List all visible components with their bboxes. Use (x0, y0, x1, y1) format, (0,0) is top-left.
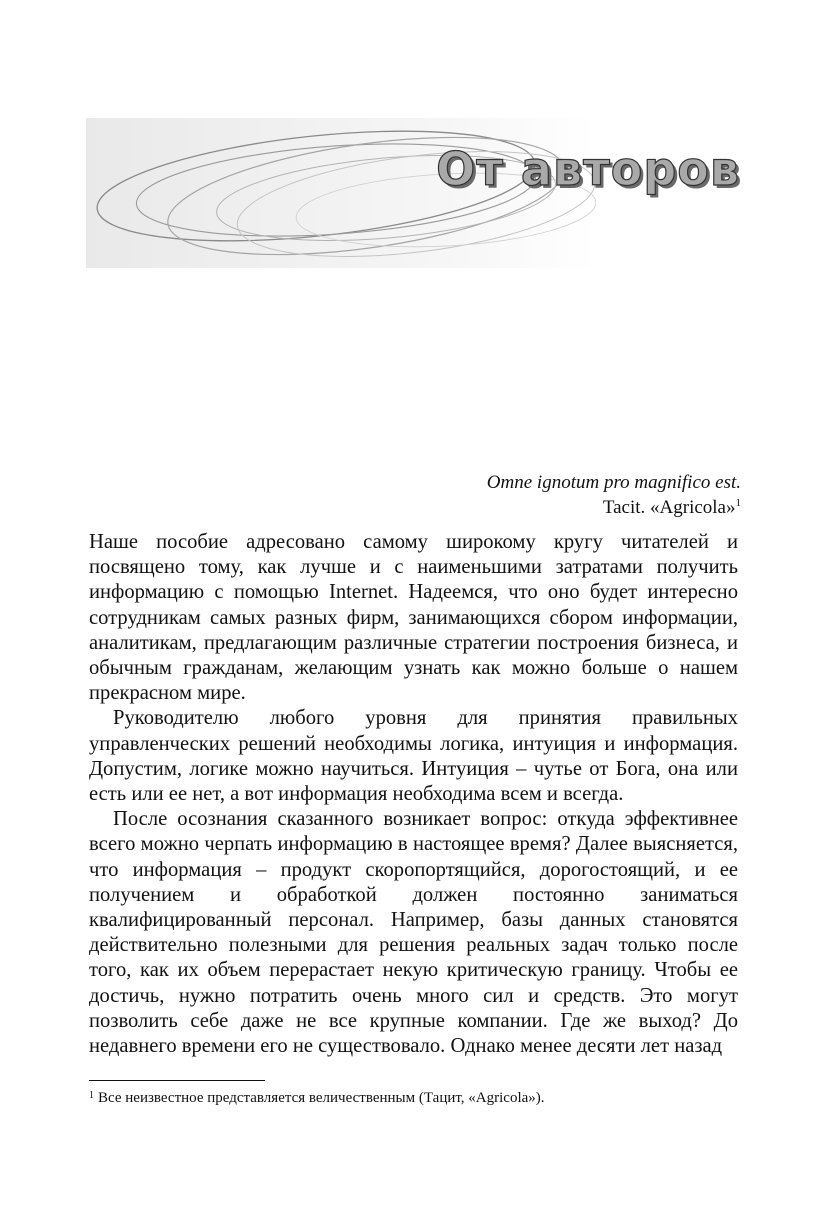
paragraph: Наше пособие адресовано самому широкому кругу читателей и посвящено тому, как лучше и с наименьшими затратами получить информацию с помощью Internet. Надеемся, что оно будет интересно сотрудникам самых разных фирм, занимающихся сбором информации, аналитикам, предлагающим различные стратегии построения бизнеса, и обычным гражданам, желающим узнать как можно больше о нашем прекрасном мире. (89, 531, 738, 705)
epigraph-source-line (487, 495, 741, 520)
epigraph-source: Tacit. «Agricola» (602, 497, 736, 518)
page-title: От авторов (436, 142, 740, 196)
footnote-divider (89, 1080, 265, 1081)
footnote-reference: 1 (735, 497, 741, 509)
footnote-mark: 1 (89, 1090, 94, 1101)
epigraph (487, 470, 741, 520)
main-text (89, 530, 738, 1059)
paragraph: Руководителю любого уровня для принятия правильных управленческих решений необходимы логика, интуиция и информация. Допустим, логике можно научиться. Интуиция – чутье от Бога, она или есть или ее нет, а вот информация необходима всем и всегда. (89, 707, 738, 806)
epigraph-quote: Omne ignotum pro magnifico est. (486, 472, 741, 493)
footnote-text: Все неизвестное представляется величественным (Тацит, «Agricola»). (98, 1090, 545, 1106)
paragraph: После осознания сказанного возникает вопрос: откуда эффективнее всего можно черпать информацию в настоящее время? Далее выясняется, что информация – продукт скоропортящийся, дорогостоящий, и ее получением и обработкой должен постоянно заниматься квалифицированный персонал. Например, базы данных становятся действительно полезными для решения реальных задач только после того, как их объем перерастает некую критическую границу. Чтобы ее достичь, нужно потратить очень много сил и средств. Это могут позволить себе даже не все крупные компании. Где же выход? До недавнего времени его не существовало. Однако менее десяти лет назад (89, 808, 738, 1058)
footnote (89, 1087, 738, 1109)
